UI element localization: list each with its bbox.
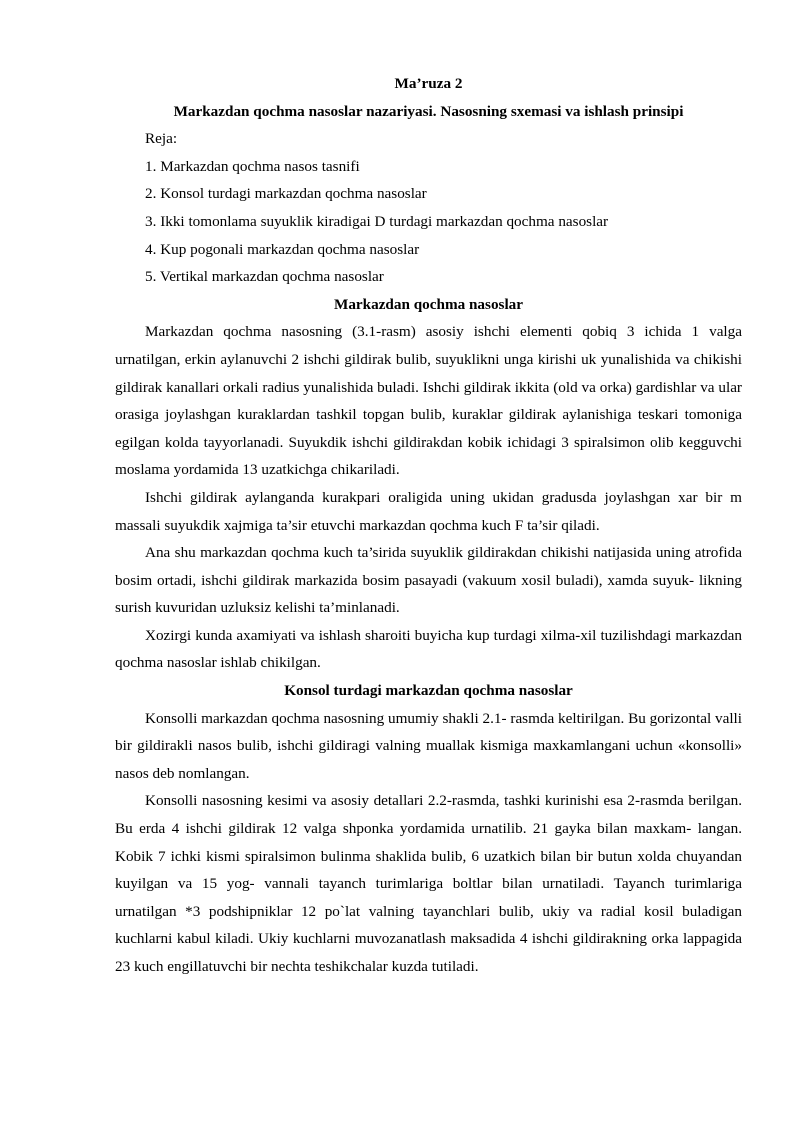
section-centrifugal-pumps	[115, 291, 742, 677]
plan-item: 5. Vertikal markazdan qochma nasoslar	[145, 268, 384, 286]
plan-list	[115, 125, 742, 291]
plan-item: 4. Kup pogonali markazdan qochma nasoslar	[145, 240, 420, 258]
lecture-title: Ma’ruza 2	[394, 75, 463, 92]
paragraph: Xozirgi kunda axamiyati va ishlash sharoiti buyicha kup turdagi xilma-xil tuzilishdagi markazdan qochma nasoslar ishlab chikilgan.	[115, 626, 742, 672]
paragraph: Konsolli nasosning kesimi va asosiy detallari 2.2-rasmda, tashki kurinishi esa 2-rasmda berilgan. Bu erda 4 ishchi gildirak 12 valga shponka yordamida urnatilib. 21 gayka bilan maxkam- langan. Kobik 7 ichki kismi spiralsimon bulinma shaklida bulib, 6 uzatkich bilan bir butun xolda chuyandan kuyilgan va 15 yog- vannali tayanch turimlariga boltlar bilan urnatiladi. Tayanch turimlariga urnatilgan *3 podshipniklar 12 po`lat valning tayanchlari bulib, ukiy va radial kosil buladigan kuchlarni kabul kiladi. Ukiy kuchlarni muvozanatlash maksadida 4 ishchi gildirakning orka lappagida 23 kuch engillatuvchi bir nechta teshikchalar kuzda tutiladi.	[115, 792, 742, 975]
plan-item: 1. Markazdan qochma nasos tasnifi	[145, 157, 360, 175]
section-heading: Konsol turdagi markazdan qochma nasoslar	[284, 682, 573, 700]
paragraph: Ishchi gildirak aylanganda kurakpari oraligida uning ukidan gradusda joylashgan xar bir m massali suyukdik xajmiga ta’sir etuvchi markazdan qochma kuch F ta’sir qiladi.	[115, 488, 742, 534]
paragraph: Konsolli markazdan qochma nasosning umumiy shakli 2.1- rasmda keltirilgan. Bu gorizontal valli bir gildirakli nasos bulib, ishchi gildiragi valning muallak kismiga maxkamlangani uchun «konsolli» nasos deb nomlangan.	[115, 709, 742, 782]
plan-item: 2. Konsol turdagi markazdan qochma nasoslar	[145, 185, 427, 203]
paragraph: Ana shu markazdan qochma kuch ta’sirida suyuklik gildirakdan chikishi natijasida uning atrofida bosim ortadi, ishchi gildirak markazida bosim pasayadi (vakuum xosil buladi), xamda suyuk- likning surish kuvuridan uzluksiz kelishi ta’minlanadi.	[115, 544, 742, 617]
plan-item: 3. Ikki tomonlama suyuklik kiradigai D turdagi markazdan qochma nasoslar	[145, 212, 609, 230]
plan-label: Reja:	[145, 130, 178, 148]
topic-title: Markazdan qochma nasoslar nazariyasi. Nasosning sxemasi va ishlash prinsipi	[173, 102, 684, 120]
document-page	[115, 70, 742, 981]
section-console-pumps	[115, 677, 742, 981]
paragraph: Markazdan qochma nasosning (3.1-rasm) asosiy ishchi elementi qobiq 3 ichida 1 valga urnatilgan, erkin aylanuvchi 2 ishchi gildirak bulib, suyuklikni unga kirishi uk yunalishida va chikishi gildirak kanallari orkali radius yunalishida buladi. Ishchi gildirak ikkita (old va orka) gardishlar va ular orasiga joylashgan kuraklardan tashkil topgan bulib, kuraklar gildirak aylanishiga teskari tomoniga egilgan kolda tayyorlanadi. Suyukdik ishchi gildirakdan kobik ichidagi 3 spiralsimon olib kegguvchi moslama yordamida 13 uzatkichga chikariladi.	[115, 323, 742, 479]
section-heading: Markazdan qochma nasoslar	[333, 295, 523, 313]
